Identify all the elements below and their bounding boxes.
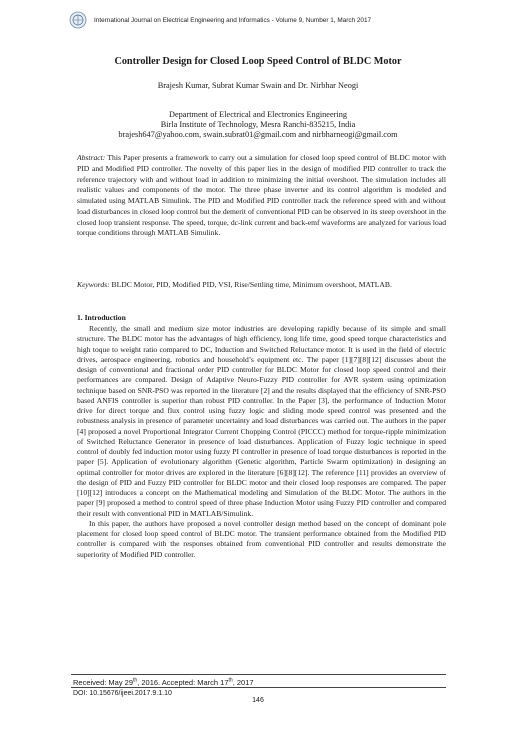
department: Department of Electrical and Electronics Engineering	[168, 110, 348, 119]
doi: DOI: 10.15676/ijeei.2017.9.1.10	[73, 690, 172, 697]
author-emails: brajesh647@yahoo.com, swain.subrat01@gmail.com and nirbharneogi@gmail.com	[118, 130, 398, 140]
paper-title: Controller Design for Closed Loop Speed Control of BLDC Motor	[114, 56, 402, 67]
journal-header: International Journal on Electrical Engineering and Informatics - Volume 9, Number 1, March 2017	[94, 17, 372, 24]
journal-logo-icon	[69, 11, 87, 29]
page-number: 146	[252, 697, 264, 704]
keywords-text: BLDC Motor, PID, Modified PID, VSI, Rise/Settling time, Minimum overshoot, MATLAB.	[111, 280, 392, 289]
section-heading: 1. Introduction	[77, 313, 126, 322]
author-list: Brajesh Kumar, Subrat Kumar Swain and Dr. Nirbhar Neogi	[157, 81, 359, 90]
keywords	[77, 280, 446, 291]
abstract-label: Abstract:	[77, 153, 106, 162]
footer-rule	[71, 687, 446, 688]
abstract-text: This Paper presents a framework to carry out a simulation for closed loop speed control of BLDC motor with PID and Modified PID controller. The novelty of this paper lies in the design of modified PID controller to track the reference trajectory with and without load in addition to minimizing the initial overshoot. The simulation includes all realistic values and components of the motor. The three phase inverter and its control algorithm is modeled and simulated using MATLAB Simulink. The PID and Modified PID controller track the reference speed with and without load disturbances in closed loop control but the demerit of conventional PID can be observed in its steep overshoot in the closed loop transient response. The speed, torque, dc-link current and back-emf waveforms are analyzed for various load torque conditions through MATLAB Simulink.	[77, 153, 447, 238]
affiliation-block	[0, 110, 516, 141]
paragraph: Recently, the small and medium size motor industries are developing rapidly because of its simple and small structure. The BLDC motor has the advantages of high efficiency, long life time, good speed torque characteristics and high toque to weight ratio compared to DC, Induction and Switched Reluctance motor. It is used in the field of electric drives, aerospace engineering, robotics and household’s equipment etc. The paper [1][7][8][12] discusses about the design of conventional and fractional order PID controller for BLDC Motor for closed loop speed control and their performances are compared. Design of Adaptive Neuro-Fuzzy PID controller for AVR system using optimization technique based on SNR-PSO was reported in the literature [2] and the results displayed that the efficiency of SNR-PSO based ANFIS controller is superior than robust PID controller. In the Paper [3], the performance of Induction Motor drive for direct torque and flux control using fuzzy logic and sliding mode speed control was presented and the robustness analysis in presence of parameter uncertainty and load disturbances was carried out. The authors in the paper [4] proposed a novel Proportional Integrator Current Chopping Control (PICCC) method for torque-ripple minimization of Switched Reluctance Generator in presence of load disturbances. Application of Fuzzy logic technique in speed control of doubly fed induction motor using fuzzy PI controller in presence of load torque disturbances is reported in the paper [5]. Application of evolutionary algorithm (Genetic algorithm, Particle Swarm optimization) in designing an optimal controller for motor drives are explored in the literature [6][8][12]. The reference [11] provides an overview of the design of PID and Fuzzy PID controller for BLDC motor and their closed loop responses are compared. The paper [10][12] introduces a concept on the Mathematical modeling and Simulation of the BLDC Motor. The authors in the paper [9] proposed a method to control speed of three phase Induction Motor using Fuzzy PID controller and compared their result with conventional PID in MATLAB/Simulink.	[77, 324, 446, 518]
received-dates: Received: May 29th, 2016. Accepted: March 17th, 2017	[73, 677, 254, 687]
footer-rule	[71, 674, 446, 675]
abstract	[77, 153, 446, 239]
section-body	[77, 324, 446, 560]
keywords-label: Keywords:	[77, 280, 110, 289]
institute: Birla Institute of Technology, Mesra Ranchi-835215, India	[160, 120, 356, 130]
paragraph: In this paper, the authors have proposed a novel controller design method based on the concept of dominant pole placement for closed loop speed control of BLDC motor. The transient performance obtained from the Modified PID controller is compared with the responses obtained from conventional PID controller and results demonstrate the superiority of Modified PID controller.	[77, 518, 446, 559]
